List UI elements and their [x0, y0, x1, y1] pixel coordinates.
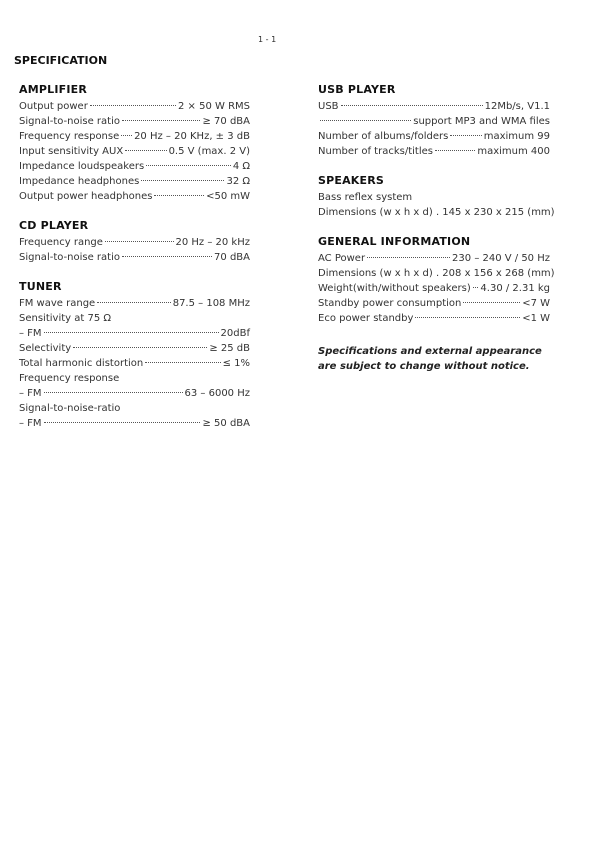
- spec-label: – FM: [19, 388, 42, 399]
- spec-label: Eco power standby: [318, 313, 414, 324]
- section-heading: TUNER: [19, 280, 62, 293]
- spec-label: Selectivity: [19, 343, 72, 354]
- spec-value: ≥ 50 dBA: [202, 418, 250, 429]
- spec-value: 32 Ω: [226, 176, 250, 187]
- spec-label: Frequency range: [19, 237, 103, 248]
- document-title: SPECIFICATION: [14, 54, 108, 67]
- spec-row: [19, 401, 250, 416]
- dot-leader: [141, 180, 224, 181]
- dot-leader: [73, 347, 207, 348]
- spec-label: Output power headphones: [19, 191, 153, 202]
- spec-label: Standby power consumption: [318, 298, 462, 309]
- spec-value: 20 Hz – 20 kHz: [175, 237, 250, 248]
- section-heading: USB PLAYER: [318, 83, 396, 96]
- dot-leader: [341, 105, 483, 106]
- spec-value: 12Mb/s, V1.1: [484, 101, 550, 112]
- spec-row: [19, 189, 250, 204]
- spec-label: Frequency response: [19, 373, 120, 384]
- spec-row: [19, 250, 250, 265]
- dot-leader: [154, 195, 204, 196]
- spec-value: maximum 400: [477, 146, 550, 157]
- dot-leader: [450, 135, 481, 136]
- section-cd-player: [19, 218, 250, 265]
- spec-label: Bass reflex system: [318, 192, 413, 203]
- spec-value: 87.5 – 108 MHz: [172, 298, 250, 309]
- spec-value: 63 – 6000 Hz: [184, 388, 250, 399]
- spec-label: Frequency response: [19, 131, 120, 142]
- section-general-information: [318, 234, 555, 326]
- spec-label: Signal-to-noise ratio: [19, 116, 120, 127]
- right-column: [318, 82, 555, 374]
- spec-value: 20dBf: [220, 328, 250, 339]
- section-heading: GENERAL INFORMATION: [318, 235, 471, 248]
- spec-label: Dimensions (w x h x d) . 145 x 230 x 215 (mm): [318, 207, 555, 218]
- spec-row: [19, 386, 250, 401]
- spec-label: USB: [318, 101, 339, 112]
- spec-row: [318, 296, 550, 311]
- spec-value: support MP3 and WMA files: [413, 116, 550, 127]
- spec-row: [318, 144, 550, 159]
- spec-label: Signal-to-noise-ratio: [19, 403, 121, 414]
- spec-value: <1 W: [522, 313, 550, 324]
- spec-row: [318, 99, 550, 114]
- spec-row: [318, 311, 550, 326]
- spec-value: 20 Hz – 20 KHz, ± 3 dB: [134, 131, 250, 142]
- spec-value: 2 × 50 W RMS: [178, 101, 250, 112]
- section-speakers: [318, 173, 555, 220]
- dot-leader: [463, 302, 520, 303]
- spec-row: [19, 371, 250, 386]
- dot-leader: [415, 317, 520, 318]
- dot-leader: [90, 105, 176, 106]
- spec-row: [19, 144, 250, 159]
- spec-row: [19, 356, 250, 371]
- section-amplifier: [19, 82, 250, 204]
- spec-row: [19, 416, 250, 431]
- section-heading: SPEAKERS: [318, 174, 385, 187]
- spec-row: [318, 190, 550, 205]
- spec-row: [318, 205, 555, 220]
- spec-value: 4 Ω: [232, 161, 250, 172]
- section-heading: AMPLIFIER: [19, 83, 88, 96]
- spec-row: [19, 174, 250, 189]
- spec-value: 70 dBA: [214, 252, 250, 263]
- dot-leader: [146, 165, 231, 166]
- spec-row: [318, 266, 555, 281]
- spec-value: ≥ 25 dB: [209, 343, 250, 354]
- dot-leader: [122, 256, 212, 257]
- dot-leader: [435, 150, 475, 151]
- spec-label: AC Power: [318, 253, 366, 264]
- spec-label: – FM: [19, 418, 42, 429]
- spec-value: maximum 99: [483, 131, 550, 142]
- spec-label: Dimensions (w x h x d) . 208 x 156 x 268 (mm): [318, 268, 555, 279]
- notice-text: Specifications and external appearance are subject to change without notice.: [318, 346, 542, 372]
- section-tuner: [19, 279, 250, 431]
- spec-label: Signal-to-noise ratio: [19, 252, 120, 263]
- dot-leader: [473, 287, 479, 288]
- spec-value: ≥ 70 dBA: [202, 116, 250, 127]
- spec-value: 230 – 240 V / 50 Hz: [452, 253, 550, 264]
- spec-row: [318, 129, 550, 144]
- dot-leader: [44, 332, 219, 333]
- left-column: [19, 82, 250, 445]
- dot-leader: [122, 120, 200, 121]
- spec-row: [318, 114, 550, 129]
- dot-leader: [125, 150, 166, 151]
- spec-label: Impedance loudspeakers: [19, 161, 145, 172]
- spec-row: [19, 235, 250, 250]
- spec-label: Number of tracks/titles: [318, 146, 433, 157]
- spec-value: 0.5 V (max. 2 V): [168, 146, 250, 157]
- spec-row: [19, 99, 250, 114]
- spec-row: [318, 251, 550, 266]
- spec-row: [19, 326, 250, 341]
- spec-value: <50 mW: [206, 191, 250, 202]
- spec-label: Sensitivity at 75 Ω: [19, 313, 112, 324]
- spec-row: [19, 114, 250, 129]
- spec-row: [19, 296, 250, 311]
- spec-label: – FM: [19, 328, 42, 339]
- section-heading: CD PLAYER: [19, 219, 89, 232]
- spec-label: Impedance headphones: [19, 176, 140, 187]
- spec-label: Weight(with/without speakers): [318, 283, 471, 294]
- spec-value: 4.30 / 2.31 kg: [480, 283, 550, 294]
- dot-leader: [105, 241, 174, 242]
- dot-leader: [320, 120, 411, 121]
- dot-leader: [44, 392, 183, 393]
- dot-leader: [145, 362, 220, 363]
- spec-row: [19, 129, 250, 144]
- spec-label: Input sensitivity AUX: [19, 146, 124, 157]
- section-usb-player: [318, 82, 550, 159]
- spec-label: FM wave range: [19, 298, 96, 309]
- dot-leader: [367, 257, 450, 258]
- spec-row: [318, 281, 550, 296]
- spec-label: Number of albums/folders: [318, 131, 449, 142]
- spec-label: Output power: [19, 101, 88, 112]
- spec-row: [19, 159, 250, 174]
- dot-leader: [97, 302, 171, 303]
- page-number: 1 - 1: [258, 35, 277, 44]
- spec-row: [19, 311, 250, 326]
- dot-leader: [44, 422, 201, 423]
- spec-row: [19, 341, 250, 356]
- right-sections: [318, 82, 555, 326]
- spec-value: ≤ 1%: [222, 358, 250, 369]
- spec-label: Total harmonic distortion: [19, 358, 144, 369]
- spec-value: <7 W: [522, 298, 550, 309]
- dot-leader: [121, 135, 132, 136]
